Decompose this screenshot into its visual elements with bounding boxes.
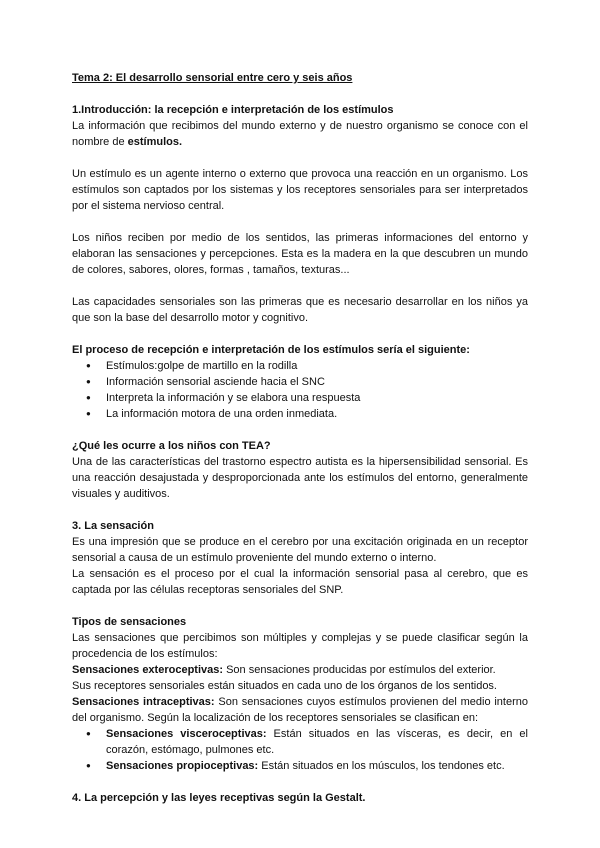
receptores-paragraph: Sus receptores sensoriales están situados en cada uno de los órganos de los sentidos. — [72, 680, 497, 692]
list-item: ● La información motora de una orden inmediata. — [106, 406, 528, 422]
bold-term: Sensaciones propioceptivas: — [106, 760, 259, 772]
section-1-paragraph-3: Los niños reciben por medio de los sentidos, las primeras informaciones del entorno y elaboran las sensaciones y percepciones. Esta es la madera en la que descubren un mundo de colores, sabores, olores, formas , tamaños, texturas... — [72, 232, 528, 276]
bold-term: Sensaciones intraceptivas: — [72, 696, 215, 708]
sensaciones-sublist — [72, 726, 528, 774]
section-3-paragraph-1: Es una impresión que se produce en el cerebro por una excitación originada en un receptor sensorial a causa de un estímulo proveniente del mundo externo o interno. — [72, 536, 528, 564]
section-3-heading: 3. La sensación — [72, 520, 154, 532]
section-1-paragraph-4: Las capacidades sensoriales son las primeras que es necesario desarrollar en los niños ya que son la base del desarrollo motor y cognitivo. — [72, 296, 528, 324]
document-content — [72, 70, 528, 806]
tipos-heading: Tipos de sensaciones — [72, 616, 187, 628]
tipos-intro: Las sensaciones que percibimos son múltiples y complejas y se puede clasificar según la procedencia de los estímulos: — [72, 632, 528, 660]
list-item: ● Estímulos:golpe de martillo en la rodilla — [106, 358, 528, 374]
process-list — [72, 358, 528, 422]
section-3-paragraph-2: La sensación es el proceso por el cual la información sensorial pasa al cerebro, que es captada por las células receptoras sensoriales del SNP. — [72, 568, 528, 596]
bold-term: estímulos. — [127, 136, 183, 148]
list-item — [106, 726, 528, 758]
intraceptivas-paragraph — [72, 694, 528, 726]
paragraph-text: La información que recibimos del mundo externo y de nuestro organismo se conoce con el nombre de — [72, 120, 528, 148]
list-item-text: Están situados en las vísceras, es decir, en el corazón, estómago, pulmones etc. — [106, 728, 528, 756]
section-4-heading: 4. La percepción y las leyes receptivas según la Gestalt. — [72, 792, 366, 804]
document-title: Tema 2: El desarrollo sensorial entre cero y seis años — [72, 72, 353, 84]
bold-term: Sensaciones visceroceptivas: — [106, 728, 267, 740]
section-1-paragraph-2: Un estímulo es un agente interno o externo que provoca una reacción en un organismo. Los estímulos son captados por los sistemas y los receptores sensoriales para ser interpretados por el sistema nervioso central. — [72, 168, 528, 212]
paragraph-text: Son sensaciones cuyos estímulos provienen del medio interno del organismo. Según la localización de los receptores sensoriales se clasifican en: — [72, 696, 528, 724]
exteroceptivas-paragraph — [72, 662, 528, 678]
list-item: ● Información sensorial asciende hacia el SNC — [106, 374, 528, 390]
list-item — [106, 758, 528, 774]
tea-paragraph: Una de las características del trastorno espectro autista es la hipersensibilidad sensorial. Es una reacción desajustada y desproporcionada ante los estímulos del entorno, generalmente visuales y auditivos. — [72, 456, 528, 500]
tea-heading: ¿Qué les ocurre a los niños con TEA? — [72, 440, 271, 452]
process-heading: El proceso de recepción e interpretación de los estímulos sería el siguiente: — [72, 344, 470, 356]
section-1-paragraph-1 — [72, 118, 528, 150]
paragraph-text: Son sensaciones producidas por estímulos del exterior. — [223, 664, 496, 676]
section-1-heading: 1.Introducción: la recepción e interpretación de los estímulos — [72, 104, 394, 116]
list-item: ● Interpreta la información y se elabora una respuesta — [106, 390, 528, 406]
list-item-text: Están situados en los músculos, los tendones etc. — [258, 760, 505, 772]
bold-term: Sensaciones exteroceptivas: — [72, 664, 224, 676]
